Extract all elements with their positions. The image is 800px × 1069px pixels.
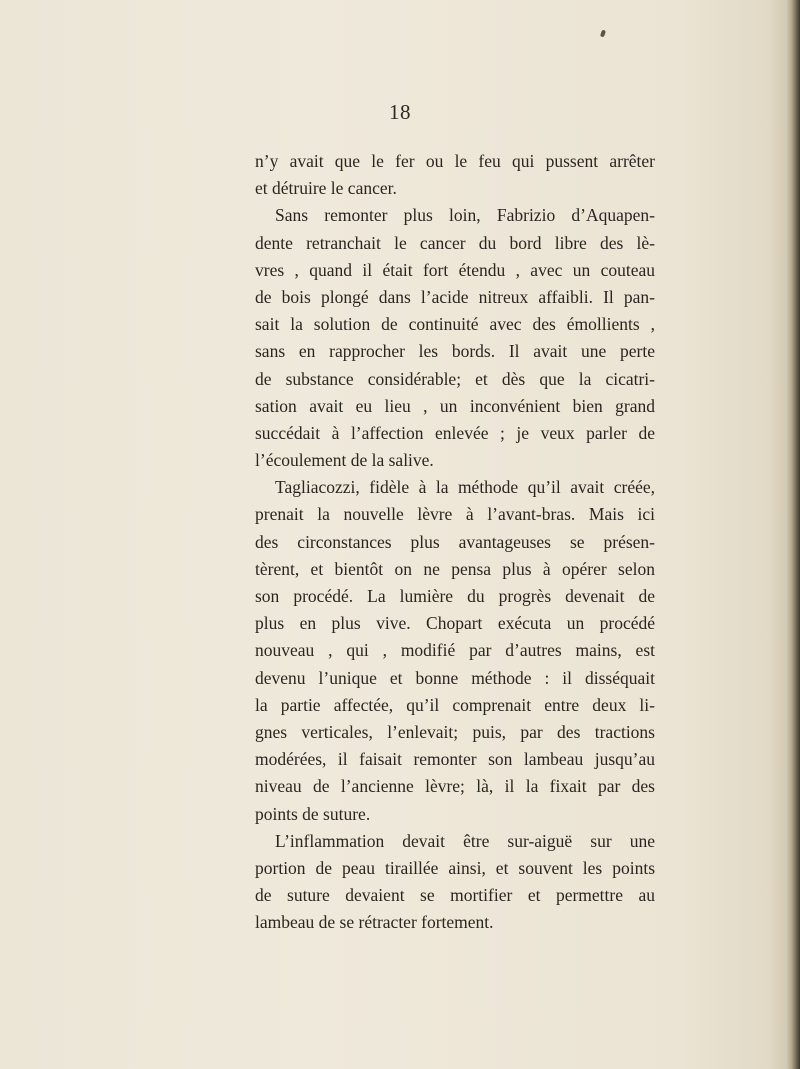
text-line: son procédé. La lumière du progrès devenait de — [255, 586, 655, 606]
text-line: L’inflammation devait être sur-aiguë sur une — [275, 830, 655, 851]
text-line: de substance considérable; et dès que la cicatri- — [255, 368, 655, 389]
text-line: devenu l’unique et bonne méthode : il disséquait — [255, 667, 655, 688]
page-binding-edge — [786, 0, 800, 1069]
text-line: de bois plongé dans l’acide nitreux affaibli. Il pan- — [255, 286, 655, 307]
text-line: lambeau de se rétracter fortement. — [255, 912, 494, 933]
text-line: nouveau , qui , modifié par d’autres mains, est — [255, 640, 655, 661]
text-line: de suture devaient se mortifier et permettre au — [255, 885, 655, 906]
text-line: points de suture. — [255, 803, 371, 824]
text-line: tèrent, et bientôt on ne pensa plus à opérer selon — [255, 558, 655, 579]
text-line: sans en rapprocher les bords. Il avait une perte — [255, 341, 655, 362]
text-line: la partie affectée, qu’il comprenait entre deux li- — [255, 694, 655, 715]
body-text — [255, 148, 655, 936]
text-line: l’écoulement de la salive. — [255, 450, 434, 471]
text-line: Sans remonter plus loin, Fabrizio d’Aquapen- — [275, 205, 655, 226]
text-line: gnes verticales, l’enlevait; puis, par des tractions — [255, 721, 655, 742]
text-line: sait la solution de continuité avec des émollients , — [255, 314, 655, 335]
ink-speck — [600, 30, 606, 38]
text-line: dente retranchait le cancer du bord libre des lè- — [255, 232, 655, 253]
text-line: niveau de l’ancienne lèvre; là, il la fixait par des — [255, 776, 655, 797]
text-line: succédait à l’affection enlevée ; je veux parler de — [255, 422, 655, 443]
text-line: Tagliacozzi, fidèle à la méthode qu’il avait créée, — [275, 477, 655, 498]
text-line: prenait la nouvelle lèvre à l’avant-bras. Mais ici — [255, 504, 655, 525]
text-line: des circonstances plus avantageuses se présen- — [255, 531, 655, 552]
text-line: vres , quand il était fort étendu , avec un couteau — [255, 259, 655, 280]
text-line: modérées, il faisait remonter son lambeau jusqu’au — [255, 749, 655, 770]
text-line: portion de peau tiraillée ainsi, et souvent les points — [255, 857, 655, 878]
text-line: sation avait eu lieu , un inconvénient bien grand — [255, 395, 655, 416]
page-number: 18 — [389, 100, 411, 124]
text-line: plus en plus vive. Chopart exécuta un procédé — [255, 613, 655, 634]
text-line: et détruire le cancer. — [255, 178, 397, 199]
text-line: n’y avait que le fer ou le feu qui pussent arrêter — [255, 151, 655, 171]
